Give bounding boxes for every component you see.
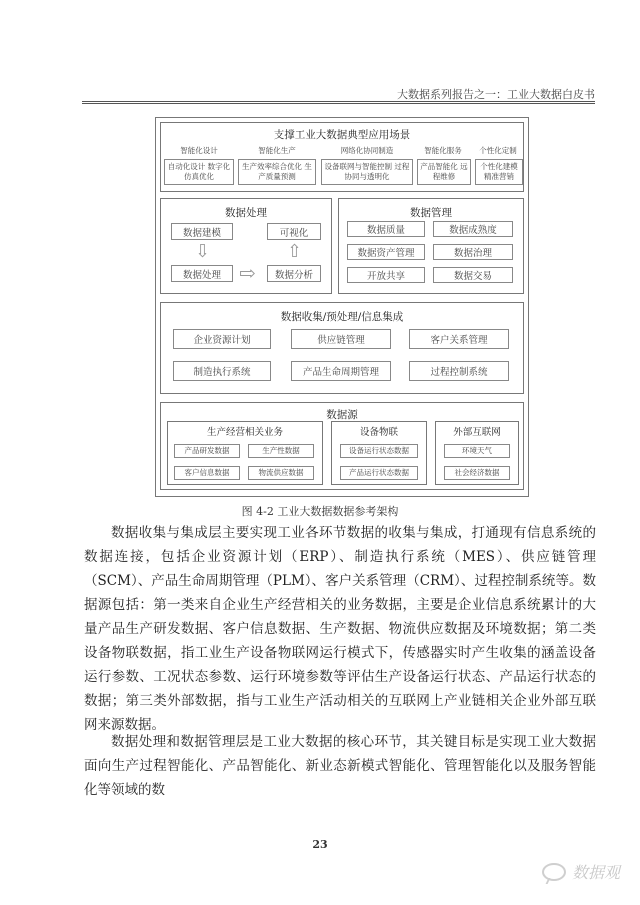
source-item: 产品研发数据 — [174, 444, 240, 458]
sources-title: 数据源 — [326, 409, 358, 421]
collection-item: 过程控制系统 — [409, 361, 509, 381]
management-item: 数据质量 — [347, 221, 425, 237]
architecture-diagram — [155, 117, 529, 497]
collection-block — [160, 302, 524, 394]
body-paragraph: 数据处理和数据管理层是工业大数据的核心环节，其关键目标是实现工业大数据面向生产过程智能化、产品智能化、新业态新模式智能化、管理智能化以及服务智能化等领域的数 — [84, 734, 596, 798]
running-header: 大数据系列报告之一：工业大数据白皮书 — [397, 88, 595, 101]
collection-item: 企业资源计划 — [173, 329, 271, 349]
app-label: 智能化设计 — [180, 146, 218, 155]
apps-title: 支撑工业大数据典型应用场景 — [273, 129, 411, 141]
sources-block — [160, 402, 524, 490]
collection-item: 供应链管理 — [291, 329, 391, 349]
management-item: 数据资产管理 — [347, 244, 425, 260]
apps-block — [160, 122, 524, 192]
processing-title: 数据处理 — [225, 207, 267, 219]
collection-item: 制造执行系统 — [173, 361, 271, 381]
management-item: 开放共享 — [347, 267, 425, 283]
collection-item: 产品生命周期管理 — [291, 361, 391, 381]
analysis-cell: 数据分析 — [267, 265, 321, 282]
management-item: 数据成熟度 — [433, 221, 513, 237]
app-label: 智能化生产 — [258, 146, 296, 155]
down-arrow-icon: ⇩ — [195, 241, 211, 262]
modeling-cell: 数据建模 — [171, 223, 233, 240]
source-item: 设备运行状态数据 — [340, 444, 418, 458]
internet-group — [435, 421, 519, 485]
iot-title: 设备物联 — [359, 427, 398, 438]
app-cell: 个性化建模 精准营销 — [475, 159, 523, 185]
visualization-cell: 可视化 — [267, 223, 321, 240]
app-cell: 自动化设计 数字化仿真优化 — [164, 159, 234, 185]
app-label: 个性化定制 — [479, 146, 517, 155]
app-label: 智能化服务 — [424, 146, 462, 155]
source-item: 物流供应数据 — [248, 466, 314, 480]
figure-caption: 图 4-2 工业大数据数据参考架构 — [241, 505, 399, 518]
iot-group — [331, 421, 427, 485]
management-block — [338, 198, 524, 294]
collection-item: 客户关系管理 — [409, 329, 509, 349]
business-title: 生产经营相关业务 — [206, 427, 283, 438]
internet-title: 外部互联网 — [453, 427, 501, 438]
handling-cell: 数据处理 — [171, 265, 233, 282]
management-item: 数据交易 — [433, 267, 513, 283]
app-label: 网络化协同制造 — [340, 146, 394, 155]
app-cell: 设备联网与智能控制 过程协同与透明化 — [321, 159, 413, 185]
app-cell: 生产效率综合优化 生产质量预测 — [238, 159, 316, 185]
source-item: 产品运行状态数据 — [340, 466, 418, 480]
page-number: 23 — [312, 838, 328, 851]
app-cell: 产品智能化 远程维修 — [417, 159, 471, 185]
header-rule — [82, 101, 595, 104]
right-arrow-icon: ⇨ — [239, 261, 256, 285]
collection-title: 数据收集/预处理/信息集成 — [280, 311, 404, 323]
management-item: 数据治理 — [433, 244, 513, 260]
source-item: 客户信息数据 — [174, 466, 240, 480]
body-paragraph: 数据收集与集成层主要实现工业各环节数据的收集与集成，打通现有信息系统的数据连接，包括企业资源计划（ERP）、制造执行系统（MES）、供应链管理（SCM）、产品生命周期管理（PLM）、客户关系管理（CRM）、过程控制系统等。数据源包括：第一类来自企业生产经营相关的业务数据，主要是企业信息系统累计的大量产品生产研发数据、客户信息数据、生产数据、物流供应数据及环境数据；第二类设备物联数据，指工业生产设备物联网运行模式下，传感器实时产生收集的涵盖设备运行参数、工况状态参数、运行环境参数等评估生产设备运行状态、产品运行状态的数据；第三类外部数据，指与工业生产活动相关的互联网上产业链相关企业外部互联网来源数据。 — [84, 525, 596, 733]
processing-block — [160, 198, 332, 294]
watermark-text: 数据观 — [571, 863, 620, 882]
source-item: 生产性数据 — [248, 444, 314, 458]
management-title: 数据管理 — [410, 207, 452, 219]
source-item: 社会经济数据 — [444, 466, 510, 480]
chat-bubble-icon — [542, 863, 566, 881]
watermark — [542, 860, 620, 883]
up-arrow-icon: ⇧ — [287, 241, 303, 262]
business-group — [167, 421, 323, 485]
source-item: 环境天气 — [444, 444, 510, 458]
